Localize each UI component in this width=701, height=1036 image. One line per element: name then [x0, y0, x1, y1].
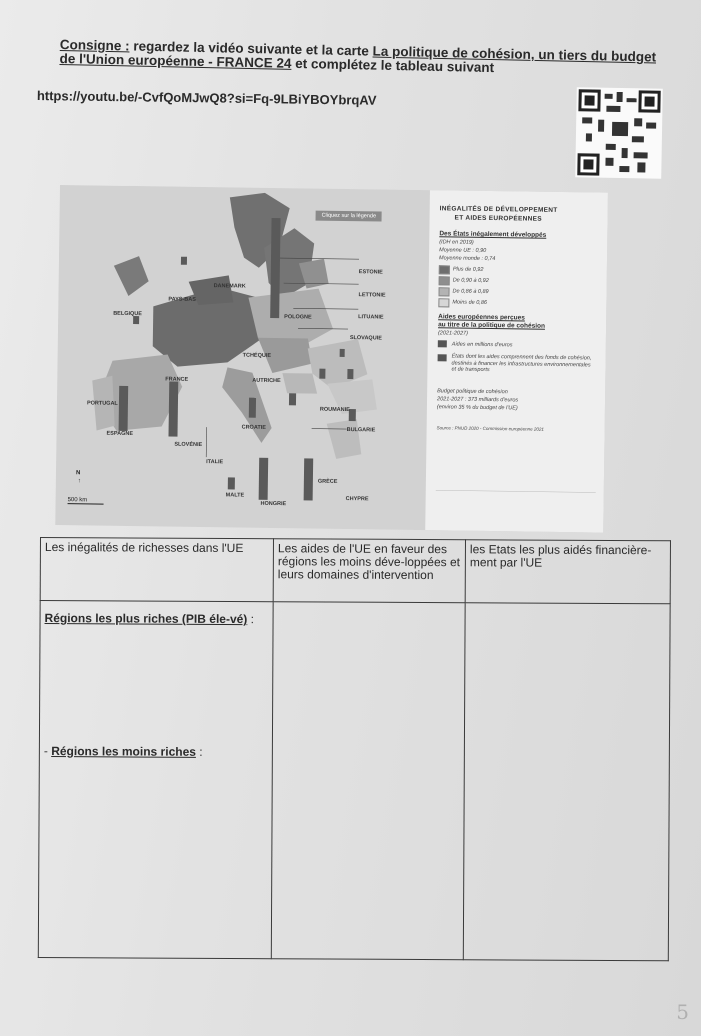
pauvres-prompt [44, 745, 268, 759]
instruction [59, 38, 659, 79]
country-label: PAYS-BAS [168, 296, 196, 303]
qr-finder [578, 89, 600, 111]
instruction-link[interactable]: La politique de cohésion, un tiers du budget de l'Union européenne - FRANCE 24 [59, 43, 657, 71]
country-label: ESPAGNE [106, 430, 134, 438]
country-label: CROATIE [241, 424, 267, 431]
table-header-row [40, 538, 670, 604]
country-label: BELGIQUE [113, 310, 142, 318]
legend-section1-title: Des États inégalement développés [439, 230, 547, 239]
instruction-label: Consigne : [59, 37, 130, 54]
legend-class-label: De 0,90 à 0,92 [452, 277, 489, 284]
legend-class-swatch [438, 287, 449, 296]
legend-aides-swatch [438, 340, 447, 347]
worksheet-table [38, 537, 671, 961]
legend-moyenne-ue: Moyenne UE : 0,90 [439, 247, 487, 254]
country-label: POLOGNE [284, 314, 312, 321]
map-figure [55, 185, 608, 533]
country-label: ESTONIE [358, 269, 383, 276]
north-arrow: N [75, 470, 81, 477]
pauvres-label: Régions les moins riches [51, 744, 196, 759]
qr-finder [577, 153, 599, 175]
instruction-tail: et complétez le tableau suivant [291, 55, 495, 76]
legend-class-label: De 0,86 à 0,89 [452, 288, 489, 295]
answer-cell-aides[interactable] [271, 602, 465, 960]
legend-etats-swatch [438, 354, 447, 361]
legend-title: INÉGALITÉS DE DÉVELOPPEMENT [439, 205, 558, 214]
country-label: SLOVAQUIE [349, 335, 382, 342]
legend-class-label: Plus de 0,92 [452, 266, 484, 273]
pauvres-prefix: - [43, 744, 52, 759]
legend-section2-title-2: au titre de la politique de cohésion [438, 321, 546, 330]
country-label: DANEMARK [213, 283, 246, 290]
country-label: BULGARIE [346, 427, 376, 434]
country-label: HONGRIE [260, 500, 287, 508]
country-label: TCHÉQUIE [242, 352, 272, 359]
legend-idh: (IDH en 2019) [439, 239, 474, 246]
header-etats: les Etats les plus aidés financière-ment par l'UE [465, 540, 670, 604]
country-label: GRÈCE [317, 478, 338, 485]
legend-source: Source : PNUD 2020 - Commission européenne 2021 [436, 425, 544, 432]
legend-button[interactable]: Cliquez sur la légende [316, 211, 383, 222]
legend-aides: Aides en millions d'euros [451, 341, 513, 349]
riches-label: Régions les plus riches (PIB éle-vé) [44, 611, 248, 627]
legend-class-swatch [438, 298, 449, 307]
instruction-text: regardez la vidéo suivante et la carte [129, 38, 373, 59]
page-number: 5 [676, 1000, 689, 1024]
legend-class-swatch [439, 265, 450, 274]
country-label: PORTUGAL [86, 400, 118, 407]
qr-code[interactable] [575, 87, 663, 178]
legend-class-swatch [439, 276, 450, 285]
pauvres-colon: : [195, 744, 203, 759]
legend-etats: États dont les aides comprennent des fonds de cohésion, destinés à financer les infrastructures environnementales et de transports [451, 353, 592, 374]
country-label: MALTE [225, 492, 245, 499]
legend-budget-1: Budget politique de cohésion [437, 388, 508, 396]
legend-moyenne-monde: Moyenne monde : 0,74 [438, 255, 496, 263]
answer-cell-inegalites[interactable] [38, 601, 273, 959]
answer-cell-etats[interactable] [463, 603, 670, 961]
country-label: ITALIE [206, 459, 224, 466]
table-answer-row [38, 601, 670, 961]
riches-colon: : [247, 612, 255, 627]
country-label: CHYPRE [345, 496, 369, 503]
legend-section2-title: Aides européennes perçues [438, 313, 525, 322]
video-url[interactable]: https://youtu.be/-CvfQoMJwQ8?si=Fq-9LBiYBOYbrqAV [36, 88, 377, 108]
country-label: ROUMANIE [319, 406, 350, 414]
north-arrow-icon: ↑ [77, 478, 81, 485]
legend-period: (2021-2027) [437, 330, 468, 337]
country-label: LETTONIE [358, 292, 386, 299]
country-label: AUTRICHE [252, 377, 281, 385]
legend-budget-3: (environ 35 % du budget de l'UE) [436, 404, 518, 412]
header-inegalites: Les inégalités de richesses dans l'UE [40, 538, 273, 602]
riches-prompt [45, 612, 269, 626]
country-label: FRANCE [165, 376, 189, 383]
legend-class-label: Moins de 0,86 [452, 299, 487, 306]
header-aides: Les aides de l'UE en faveur des régions les moins déve-loppées et leurs domaines d'intervention [273, 539, 465, 603]
legend-title-2: ET AIDES EUROPÉENNES [454, 214, 543, 223]
country-label: SLOVÉNIE [174, 441, 203, 449]
scale-bar: 500 km [68, 497, 104, 505]
qr-finder [638, 90, 660, 112]
legend-budget-2: 2021-2027 : 373 milliards d'euros [437, 396, 519, 404]
country-label: LITUANIE [358, 314, 384, 321]
